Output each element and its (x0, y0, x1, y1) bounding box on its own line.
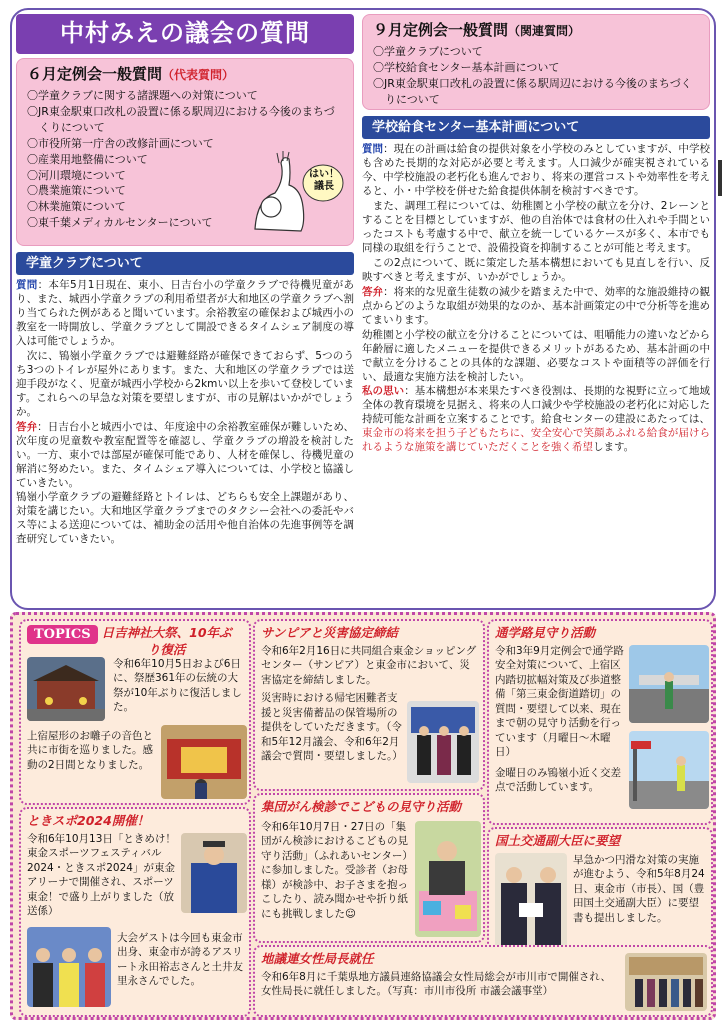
topic-kokudo-title: 国土交通副大臣に要望 (495, 833, 621, 848)
agreement-signing-photo (407, 701, 479, 783)
topic-tokispo (19, 807, 251, 1017)
list-item: 〇産業用地整備について (27, 152, 148, 166)
topic-tsugaku-text-1: 令和3年9月定例会で通学路安全対策について、上宿区内踏切拡幅対策及び歩道整備「第三東金街道踏切」の質問・要望して以来、現在まで朝の見守り活動を行っています（月曜日〜木曜日） (495, 644, 624, 759)
festival-group-photo (161, 725, 247, 799)
kyushoku-opinion-2: します。 (593, 441, 635, 454)
topics-badge: TOPICS (27, 625, 98, 644)
topic-gankenshin-title: 集団がん検診でこどもの見守り活動 (261, 799, 462, 814)
list-item: 〇市役所第一庁舎の改修計画について (27, 136, 214, 150)
june-heading-text: ６月定例会一般質問 (27, 64, 163, 83)
september-topic-list (373, 44, 699, 108)
topic-gankenshin (253, 793, 485, 943)
vice-minister-meeting-photo (495, 853, 567, 951)
assembly-hall-photo (625, 953, 707, 1011)
gakudo-question-2: 次に、鴇嶺小学童クラブでは避難経路が確保できておらず、5つのうち3つのトイレが屋外にあります。また、大和地区の学童クラブでは送迎手段がなく、児童が城西小学校から2kmい以上を歩いて登校しています。これらへの早急な対策を要望しますが、市の見解はいかがでしょうか。 (16, 349, 354, 418)
kyushoku-question-3: この2点について、既に策定した基本構想においても見直しを行い、反映すべきと考えますが、いかがでしょうか。 (362, 256, 710, 283)
topic-hiyoshi-text-1: 令和6年10月5日および6日に、祭歴361年の伝統の大祭が10年ぶりに復活しました。 (113, 658, 242, 714)
list-item: 〇学校給食センター基本計画について (373, 60, 560, 74)
crossing-watch-photo-2 (629, 731, 709, 809)
kyushoku-body (362, 143, 710, 455)
list-item: 〇JR東金駅東口改札の設置に係る駅周辺における今後のまちづくりについて (373, 76, 692, 106)
question-label: 質問 (16, 279, 38, 292)
answer-label: 答弁 (362, 285, 384, 298)
list-item: 〇農業施策について (27, 184, 126, 198)
answer-label: 答弁 (16, 420, 38, 433)
topic-tsugaku-text-2: 金曜日のみ鴇嶺小近く交差点で活動しています。 (495, 766, 621, 793)
question-label: 質問 (362, 143, 384, 156)
topic-sunpia-text-1: 令和6年2月16日に共同組合東金ショッピングセンター（サンピア）と東金市において、災害協定を締結しました。 (261, 644, 477, 686)
opinion-label: 私の思い (362, 385, 405, 398)
topic-giren-text: 令和6年8月に千葉県地方議員連絡協議会女性局総会が市川市で開催され、女性局長に就任しました。（写真：市川市役所 市議会議事堂） (261, 970, 611, 998)
list-item: 〇JR東金駅東口改札の設置に係る駅周辺における今後のまちづくりについて (27, 104, 335, 134)
kyushoku-answer-1: ：将来的な児童生徒数の減少を踏まえた中で、効率的な施設維持の観点からどのような取組が効果的なのか、基本計画策定の中で分析等を進めてまいります。 (362, 285, 710, 326)
kyushoku-section-heading: 学校給食センター基本計画について (362, 116, 710, 139)
gakudo-question-1: ：本年5月1日現在、東小、日吉台小の学童クラブで待機児童があり、また、城西小学童クラブの利用希望者が大和地区の学童クラブへ割り当てられた例があると聞いています。余裕教室の確保および城西小の教室を一時開放し、学童クラブとして開設できるタイムシェア制度の導入は可能でしょうか。 (16, 279, 354, 347)
raised-hand-illustration (245, 149, 345, 233)
topic-giren-title: 地議連女性局長就任 (261, 951, 374, 966)
kyushoku-question-2: また、調理工程については、幼稚園と小学校の献立を分け、2レーンとすることを目標としていますが、他の自治体では食材の仕入れや手間といったコストも考慮する中で、献立を統一しているケースが多く、本市でも同様の取組を行うことで、設備投資を抑制することが可能と考えます。 (362, 200, 710, 254)
gakudo-answer-1: ：日吉台小と城西小では、年度途中の余裕教室確保が難しいため、次年度の児童数や教室配置等を確認し、学童クラブの増設を検討したい。一方、東小では部屋が確保可能であり、人材を確保し、待機児童の解消に努めたい。また、タイムシェア導入については、小学校と協議していきたい。 (16, 420, 354, 489)
crossing-watch-photo-1 (629, 645, 709, 723)
gakudo-body (16, 279, 354, 547)
topics-panel (10, 612, 716, 1020)
gakudo-answer-2: 鴇嶺小学童クラブの避難経路とトイレは、どちらも安全上課題があり、対策を講じたい。大和地区学童クラブまでのタクシー会社への委託やバス等による送迎については、補助金の活用や他自治体の先進事例等を調査研究していきたい。 (16, 491, 354, 546)
gakudo-section-heading: 学童クラブについて (16, 252, 354, 275)
kyushoku-question-1: ：現在の計画は給食の提供対象を小学校のみとしていますが、中学校も含めた長期的な対応が必要と考えます。人口減少が確実視されている今、中学校施設の老朽化も進んでおり、将来の運営コストや効率性を考えると、小・中学校を併せた給食提供体制を検討すべきです。 (362, 143, 710, 198)
september-heading (373, 21, 699, 41)
september-questions-box (362, 14, 710, 110)
september-heading-sub: （関連質問） (508, 24, 581, 38)
child-watch-photo (415, 821, 481, 937)
side-tab-marker (718, 160, 722, 196)
topic-tsugaku-title: 通学路見守り活動 (495, 625, 596, 640)
topic-tsugaku (487, 619, 713, 825)
topic-kokudo (487, 827, 713, 957)
right-column (362, 14, 710, 456)
topic-sunpia-text-2: 災害時における帰宅困難者支援と災害備蓄品の保管場所の提供をしていただきます。（令和5年12月議会、令和6年2月議会で質問・要望しました。） (261, 692, 403, 763)
list-item: 〇学童クラブについて (373, 44, 483, 58)
sports-festival-photo (181, 833, 247, 913)
topic-sunpia (253, 619, 485, 791)
topic-gankenshin-text: 令和6年10月7日・27日の「集団がん検診におけるこどもの見守り活動」（ふれあいセンター）に参加しました。受診者（お母様）が検診中、お子さまを抱っこしたり、読み聞かせや折り紙にも挑戦しました☺ (261, 820, 408, 920)
list-item: 〇河川環境について (27, 168, 126, 182)
topic-giren (253, 945, 713, 1017)
june-heading-sub: （代表質問） (162, 67, 235, 82)
topic-hiyoshi (19, 619, 251, 805)
september-heading-text: ９月定例会一般質問 (373, 21, 509, 39)
kyushoku-answer-2: 幼稚園と小学校の献立を分けることについては、咀嚼能力の違いなどから年齢層に適したメニューを提供できるメリットがあるため、基本計画の中で献立を分けることの具体的な課題、必要なコストや面積等の評価を行い、最適な実施方法を検討したい。 (362, 328, 710, 383)
june-heading (27, 65, 343, 85)
list-item: 〇東千葉メディカルセンターについて (27, 216, 213, 230)
kyushoku-opinion-highlight: 東金市の将来を担う子どもたちに、安全安心で笑顔あふれる給食が届けられるような施策を講じていただくことを強く希望 (362, 427, 710, 454)
topic-sunpia-title: サンピアと災害協定締結 (261, 625, 398, 640)
list-item: 〇学童クラブに関する諸課題への対策について (27, 88, 258, 102)
june-questions-box (16, 58, 354, 246)
topic-hiyoshi-title: 日吉神社大祭、10年ぶり復活 (101, 625, 232, 657)
list-item: 〇林業施策について (27, 200, 126, 214)
page-title: 中村みえの議会の質問 (16, 14, 354, 54)
athlete-guests-photo (27, 927, 111, 1007)
festival-float-photo (27, 657, 105, 721)
topic-tokispo-text-2: 大会ゲストは今回も東金市出身、東金市が誇るアスリート永田裕志さんと土井友里永さんでした。 (117, 932, 243, 988)
topic-hiyoshi-text-2: 上宿屋形のお囃子の音色と共に市街を巡りました。感動の2日間となりました。 (27, 730, 153, 771)
kyushoku-opinion-1: ：基本構想が本来果たすべき役割は、長期的な視野に立って地域全体の教育環境を見据え、将来の人口減少や学校施設の老朽化に対応した持続可能な計画を立案することです。給食センターの建設にあたっては、 (362, 385, 710, 426)
topic-tokispo-text-1: 令和6年10月13日「ときめけ！東金スポーツフェスティバル2024・ときスポ2024」が東金アリーナで開催され、スポーツ東金！で盛り上がりました（放送係） (27, 832, 176, 918)
speech-bubble-text: はい！議長 (309, 168, 339, 193)
topic-kokudo-text: 早急かつ円滑な対策の実施が進むよう、令和5年8月24日、東金市（市長）、国（豊田国土交通副大臣）に要望書も提出しました。 (573, 854, 705, 924)
topic-tokispo-title: ときスポ2024開催！ (27, 813, 150, 828)
left-column (16, 14, 354, 548)
